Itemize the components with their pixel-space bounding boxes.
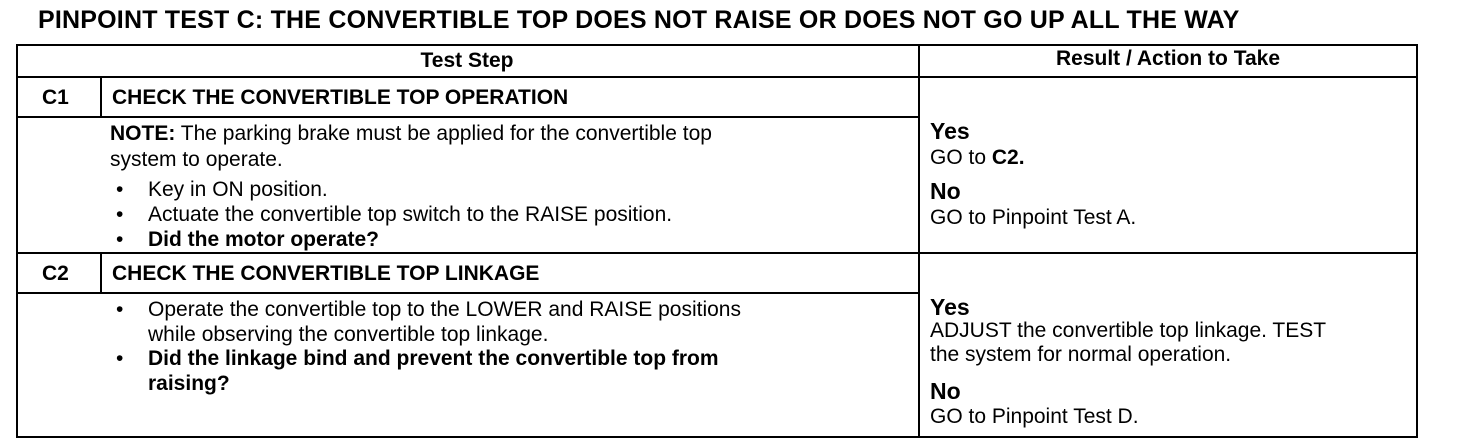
page-title: PINPOINT TEST C: THE CONVERTIBLE TOP DOES NOT RAISE OR DOES NOT GO UP ALL THE WAY [38, 6, 1240, 34]
table-border-right [1416, 44, 1418, 438]
c2-separator [16, 252, 1418, 254]
c2-no-label: No [930, 378, 961, 404]
c1-note-line-2: system to operate. [110, 148, 283, 171]
c1-note-label: NOTE: [110, 122, 176, 145]
c2-yes-label: Yes [930, 294, 970, 320]
c1-yes-action-target: C2. [991, 146, 1025, 169]
header-test-step: Test Step [420, 49, 514, 72]
c1-bullet-3: Did the motor operate? [148, 228, 380, 251]
c1-bullet-1: Key in ON position. [148, 178, 328, 201]
c2-yes-action-2: the system for normal operation. [930, 343, 1232, 366]
c2-no-action: GO to Pinpoint Test D. [930, 405, 1139, 428]
c2-heading-divider [16, 292, 920, 294]
bullet-icon: • [116, 228, 124, 251]
step-id-c1: C1 [42, 86, 69, 109]
c1-heading-divider [16, 116, 920, 118]
c2-yes-action-1: ADJUST the convertible top linkage. TEST [930, 319, 1327, 342]
c1-note-text-1: The parking brake must be applied for the convertible top [175, 122, 712, 145]
step-heading-c1: CHECK THE CONVERTIBLE TOP OPERATION [112, 86, 569, 109]
c1-yes-action [930, 146, 1025, 170]
table-border-left [16, 44, 18, 438]
step-id-c2: C2 [42, 262, 69, 285]
c2-id-divider [100, 252, 102, 294]
c2-bullet-2-line-1: Did the linkage bind and prevent the convertible top from [148, 347, 719, 370]
bullet-icon: • [116, 178, 124, 201]
c2-bullet-1-line-2: while observing the convertible top linkage. [148, 323, 549, 346]
column-divider [918, 44, 920, 438]
c1-no-action: GO to Pinpoint Test A. [930, 206, 1137, 229]
table-border-top [16, 44, 1418, 46]
pinpoint-test-table [16, 44, 1418, 438]
c1-no-label: No [930, 178, 961, 204]
c1-id-divider [100, 76, 102, 118]
c1-bullet-2: Actuate the convertible top switch to the RAISE position. [148, 203, 673, 226]
c2-bullet-1-line-1: Operate the convertible top to the LOWER and RAISE positions [148, 298, 741, 321]
header-result: Result / Action to Take [1055, 47, 1281, 70]
step-heading-c2: CHECK THE CONVERTIBLE TOP LINKAGE [112, 262, 540, 285]
bullet-icon: • [116, 298, 124, 321]
table-border-bottom [16, 436, 1418, 438]
c2-bullet-2-line-2: raising? [148, 372, 230, 395]
c1-yes-label: Yes [930, 118, 970, 144]
c1-yes-action-prefix: GO to [930, 146, 992, 169]
c1-note-line-1 [110, 122, 712, 146]
bullet-icon: • [116, 347, 124, 370]
result-header-divider [918, 76, 1418, 78]
bullet-icon: • [116, 203, 124, 226]
